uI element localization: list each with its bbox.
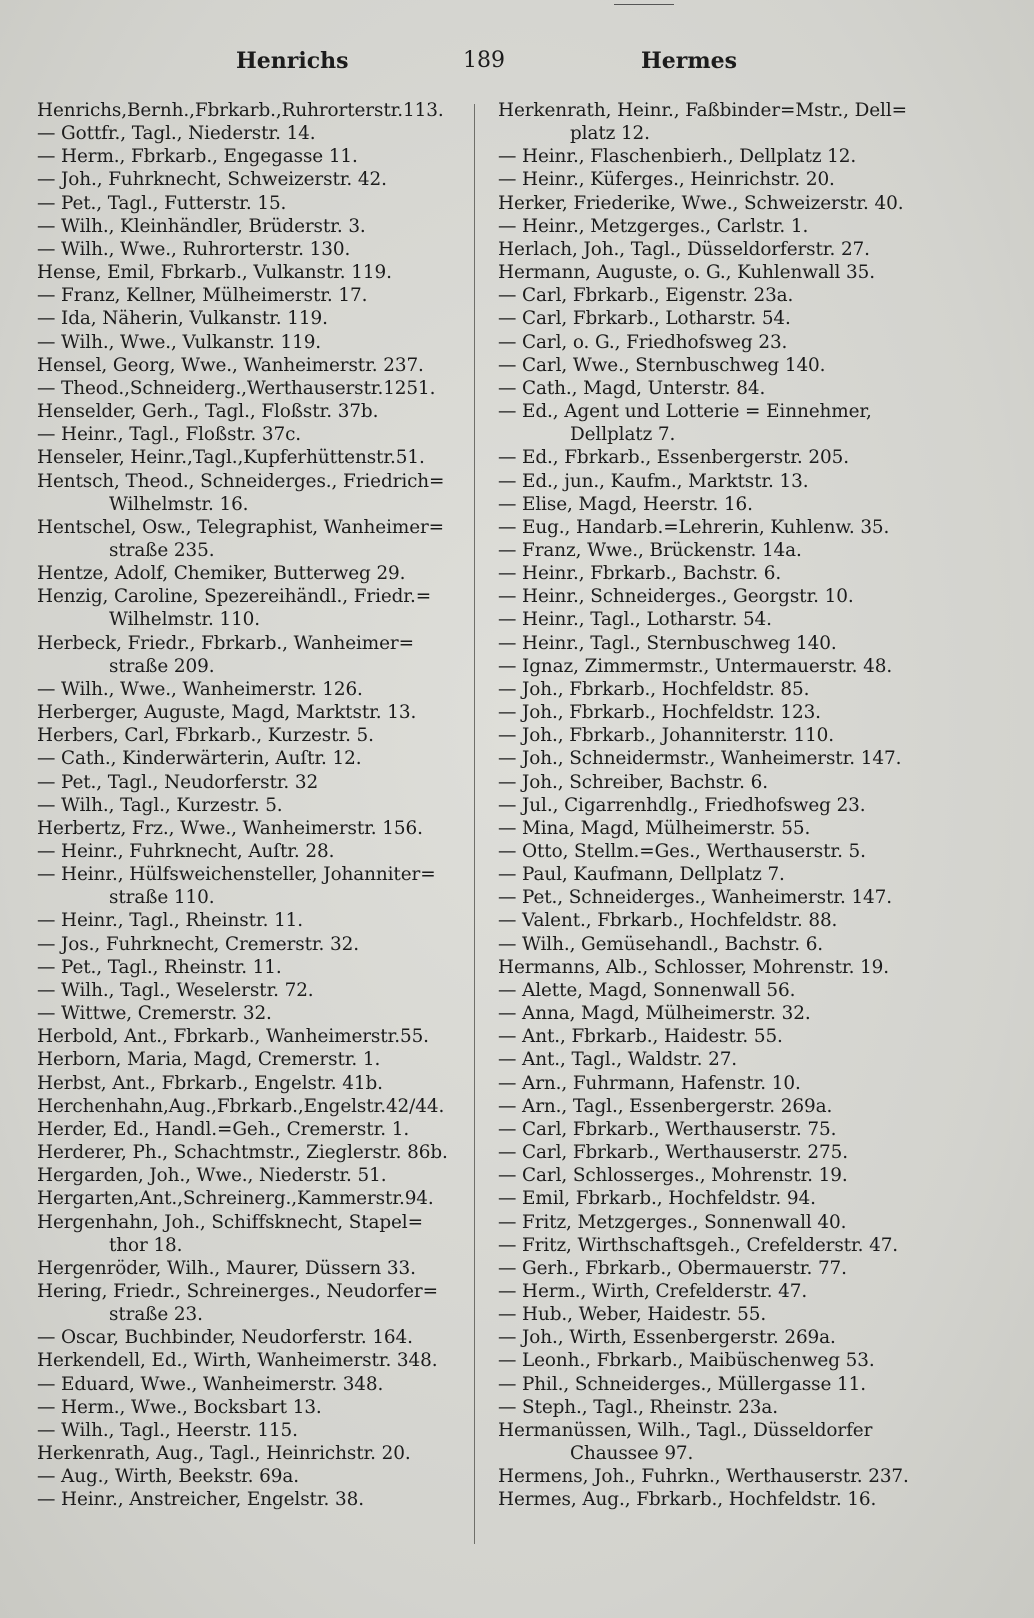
directory-entry-continuation: straße 110. [109,887,215,909]
directory-entry: — Carl, Fbrkarb., Lotharstr. 54. [498,308,791,330]
directory-entry: — Gerh., Fbrkarb., Obermauerstr. 77. [498,1257,847,1279]
directory-entry: — Elise, Magd, Heerstr. 16. [498,493,753,515]
directory-entry: — Pet., Tagl., Rheinstr. 11. [37,956,282,978]
directory-entry: — Arn., Fuhrmann, Hafenstr. 10. [498,1072,801,1094]
directory-entry: — Franz, Kellner, Mülheimerstr. 17. [37,285,368,307]
directory-entry: — Heinr., Schneiderges., Georgstr. 10. [498,586,854,608]
directory-entry: Herlach, Joh., Tagl., Düsseldorferstr. 27. [498,238,870,260]
directory-entry: Hermens, Joh., Fuhrkn., Werthauserstr. 237. [498,1466,909,1488]
directory-entry: Hentsch, Theod., Schneiderges., Friedrich= [37,470,445,492]
directory-entry: Hermes, Aug., Fbrkarb., Hochfeldstr. 16. [498,1489,877,1511]
directory-entry-continuation: straße 209. [109,655,215,677]
directory-entry: — Carl, o. G., Friedhofsweg 23. [498,331,788,353]
directory-entry: Herborn, Maria, Magd, Cremerstr. 1. [37,1049,381,1071]
directory-entry: Hensel, Georg, Wwe., Wanheimerstr. 237. [37,354,424,376]
directory-entry: — Wilh., Wwe., Ruhrorterstr. 130. [37,238,351,260]
directory-entry: — Arn., Tagl., Essenbergerstr. 269a. [498,1095,833,1117]
directory-entry: — Valent., Fbrkarb., Hochfeldstr. 88. [498,910,838,932]
directory-entry: Herbers, Carl, Fbrkarb., Kurzestr. 5. [37,725,374,747]
directory-entry: — Joh., Fbrkarb., Hochfeldstr. 123. [498,702,821,724]
directory-entry: — Theod.,Schneiderg.,Werthauserstr.1251. [37,377,436,399]
directory-entry: — Cath., Kinderwärterin, Auſtr. 12. [37,748,362,770]
directory-entry: — Wilh., Tagl., Kurzestr. 5. [37,794,283,816]
directory-entry: — Heinr., Tagl., Sternbuschweg 140. [498,632,837,654]
directory-entry: Hermann, Auguste, o. G., Kuhlenwall 35. [498,262,875,284]
page-header [0,48,1034,88]
directory-entry: — Joh., Schreiber, Bachstr. 6. [498,771,768,793]
left-column [37,99,467,1512]
directory-entry: — Aug., Wirth, Beekstr. 69a. [37,1466,299,1488]
directory-entry: — Wilh., Tagl., Heerstr. 115. [37,1419,298,1441]
directory-entry: Herkenrath, Aug., Tagl., Heinrichstr. 20. [37,1443,411,1465]
directory-entry: Hergarten,Ant.,Schreinerg.,Kammerstr.94. [37,1188,434,1210]
top-edge-mark [614,4,674,5]
directory-entry: — Jos., Fuhrknecht, Cremerstr. 32. [37,933,359,955]
directory-entry: — Gottfr., Tagl., Niederstr. 14. [37,123,316,145]
directory-entry: Herbeck, Friedr., Fbrkarb., Wanheimer= [37,632,414,654]
directory-entry: — Hub., Weber, Haidestr. 55. [498,1304,767,1326]
directory-entry: Herbst, Ant., Fbrkarb., Engelstr. 41b. [37,1072,383,1094]
directory-entry: Hermanns, Alb., Schlosser, Mohrenstr. 19. [498,956,890,978]
directory-entry: Hergenhahn, Joh., Schiffsknecht, Stapel= [37,1211,423,1233]
directory-entry: — Heinr., Tagl., Floßstr. 37c. [37,424,302,446]
directory-entry-continuation: platz 12. [570,123,650,145]
directory-entry: — Carl, Fbrkarb., Werthauserstr. 75. [498,1118,837,1140]
directory-entry: — Wilh., Wwe., Wanheimerstr. 126. [37,678,363,700]
directory-entry: — Herm., Wirth, Crefelderstr. 47. [498,1280,808,1302]
directory-entry: Hering, Friedr., Schreinerges., Neudorfer= [37,1280,438,1302]
directory-entry: — Joh., Fbrkarb., Hochfeldstr. 85. [498,678,810,700]
column-divider [474,104,475,1544]
directory-entry: — Heinr., Metzgerges., Carlstr. 1. [498,215,809,237]
directory-entry: — Ignaz, Zimmermstr., Untermauerstr. 48. [498,655,893,677]
directory-entry: Herderer, Ph., Schachtmstr., Zieglerstr. 86b. [37,1142,448,1164]
directory-entry: Hentschel, Osw., Telegraphist, Wanheimer= [37,516,444,538]
directory-entry: — Ant., Fbrkarb., Haidestr. 55. [498,1026,783,1048]
directory-entry: Hentze, Adolf, Chemiker, Butterweg 29. [37,563,406,585]
directory-entry: — Eduard, Wwe., Wanheimerstr. 348. [37,1373,384,1395]
directory-entry-continuation: straße 235. [109,539,215,561]
right-column [498,99,926,1512]
directory-entry: Henrichs,Bernh.,Fbrkarb.,Ruhrorterstr.113. [37,100,444,121]
directory-entry: — Herm., Fbrkarb., Engegasse 11. [37,146,358,168]
directory-entry: — Wittwe, Cremerstr. 32. [37,1003,272,1025]
directory-entry: Henseler, Heinr.,Tagl.,Kupferhüttenstr.51. [37,447,425,469]
directory-entry: Herbertz, Frz., Wwe., Wanheimerstr. 156. [37,817,423,839]
directory-entry: — Pet., Tagl., Futterstr. 15. [37,192,287,214]
directory-entry: — Otto, Stellm.=Ges., Werthauserstr. 5. [498,841,866,862]
directory-entry: — Alette, Magd, Sonnenwall 56. [498,979,796,1001]
directory-entry: Henzig, Caroline, Spezereihändl., Friedr.= [37,586,432,608]
directory-entry: — Carl, Schlosserges., Mohrenstr. 19. [498,1165,848,1187]
directory-entry: — Wilh., Gemüsehandl., Bachstr. 6. [498,933,824,955]
directory-entry: — Heinr., Anstreicher, Engelstr. 38. [37,1489,364,1511]
directory-entry: — Jul., Cigarrenhdlg., Friedhofsweg 23. [498,794,866,816]
directory-entry: — Ed., jun., Kaufm., Marktstr. 13. [498,470,809,492]
directory-entry: Hergarden, Joh., Wwe., Niederstr. 51. [37,1165,387,1187]
directory-entry: Herberger, Auguste, Magd, Marktstr. 13. [37,702,417,724]
directory-entry: — Wilh., Tagl., Weselerstr. 72. [37,979,314,1001]
directory-entry: — Carl, Wwe., Sternbuschweg 140. [498,354,826,376]
directory-entry: — Wilh., Kleinhändler, Brüderstr. 3. [37,215,366,237]
directory-entry: Henselder, Gerh., Tagl., Floßstr. 37b. [37,401,379,423]
directory-entry: — Ed., Fbrkarb., Essenbergerstr. 205. [498,447,849,469]
directory-entry: — Joh., Fuhrknecht, Schweizerstr. 42. [37,169,387,191]
directory-entry: — Heinr., Tagl., Lotharstr. 54. [498,609,772,631]
directory-entry: Hergenröder, Wilh., Maurer, Düssern 33. [37,1257,416,1279]
directory-entry: — Paul, Kaufmann, Dellplatz 7. [498,864,785,886]
directory-entry-continuation: straße 23. [109,1304,203,1326]
directory-entry-continuation: Wilhelmstr. 110. [109,609,261,631]
directory-entry: Herbold, Ant., Fbrkarb., Wanheimerstr.55. [37,1026,429,1048]
directory-entry: — Joh., Wirth, Essenbergerstr. 269a. [498,1327,836,1349]
directory-entry-continuation: Wilhelmstr. 16. [109,493,249,515]
directory-entry: — Pet., Tagl., Neudorferstr. 32 [37,771,319,793]
directory-entry: — Heinr., Küferges., Heinrichstr. 20. [498,169,835,191]
directory-entry: — Heinr., Tagl., Rheinstr. 11. [37,910,304,932]
directory-entry: — Heinr., Fbrkarb., Bachstr. 6. [498,563,782,585]
directory-entry: — Wilh., Wwe., Vulkanstr. 119. [37,331,322,353]
directory-entry: Hense, Emil, Fbrkarb., Vulkanstr. 119. [37,262,392,284]
directory-entry: — Joh., Schneidermstr., Wanheimerstr. 147. [498,748,902,770]
directory-entry: — Ant., Tagl., Waldstr. 27. [498,1049,738,1071]
directory-entry: — Joh., Fbrkarb., Johanniterstr. 110. [498,725,835,747]
directory-entry: Herkendell, Ed., Wirth, Wanheimerstr. 348. [37,1350,438,1372]
header-right-word: Hermes [641,48,738,74]
page-number: 189 [463,48,505,73]
directory-entry: — Oscar, Buchbinder, Neudorferstr. 164. [37,1327,413,1349]
directory-entry: Herker, Friederike, Wwe., Schweizerstr. 40. [498,192,904,214]
directory-entry: — Pet., Schneiderges., Wanheimerstr. 147. [498,887,892,909]
directory-entry: — Leonh., Fbrkarb., Maibüschenweg 53. [498,1350,875,1372]
directory-entry: — Heinr., Flaschenbierh., Dellplatz 12. [498,146,857,168]
directory-entry: — Carl, Fbrkarb., Werthauserstr. 275. [498,1142,848,1164]
directory-entry: — Heinr., Fuhrknecht, Auſtr. 28. [37,841,335,862]
directory-entry-continuation: thor 18. [109,1234,183,1256]
directory-entry: — Steph., Tagl., Rheinstr. 23a. [498,1396,778,1418]
directory-entry: Herder, Ed., Handl.=Geh., Cremerstr. 1. [37,1118,410,1140]
directory-entry: — Cath., Magd, Unterstr. 84. [498,377,766,399]
directory-entry: Herchenhahn,Aug.,Fbrkarb.,Engelstr.42/44. [37,1095,445,1117]
directory-entry: — Ida, Näherin, Vulkanstr. 119. [37,308,328,330]
directory-entry: — Carl, Fbrkarb., Eigenstr. 23a. [498,285,794,307]
directory-entry: Hermanüssen, Wilh., Tagl., Düsseldorfer [498,1419,873,1441]
directory-entry-continuation: Dellplatz 7. [570,424,676,446]
directory-entry: — Heinr., Hülfsweichensteller, Johanniter= [37,864,436,886]
directory-entry-continuation: Chaussee 97. [570,1443,694,1465]
directory-entry: — Franz, Wwe., Brückenstr. 14a. [498,539,802,561]
header-left-word: Henrichs [236,48,349,74]
directory-entry: — Eug., Handarb.=Lehrerin, Kuhlenw. 35. [498,516,890,538]
directory-entry: — Mina, Magd, Mülheimerstr. 55. [498,817,811,839]
directory-entry: — Anna, Magd, Mülheimerstr. 32. [498,1003,811,1025]
directory-entry: — Herm., Wwe., Bocksbart 13. [37,1396,322,1418]
directory-entry: Herkenrath, Heinr., Faßbinder=Mstr., Dell= [498,100,907,121]
directory-entry: — Phil., Schneiderges., Müllergasse 11. [498,1373,866,1395]
directory-entry: — Ed., Agent und Lotterie = Einnehmer, [498,401,872,423]
directory-entry: — Fritz, Wirthschaftsgeh., Crefelderstr. 47. [498,1234,899,1256]
directory-entry: — Emil, Fbrkarb., Hochfeldstr. 94. [498,1188,816,1210]
directory-entry: — Fritz, Metzgerges., Sonnenwall 40. [498,1211,847,1233]
